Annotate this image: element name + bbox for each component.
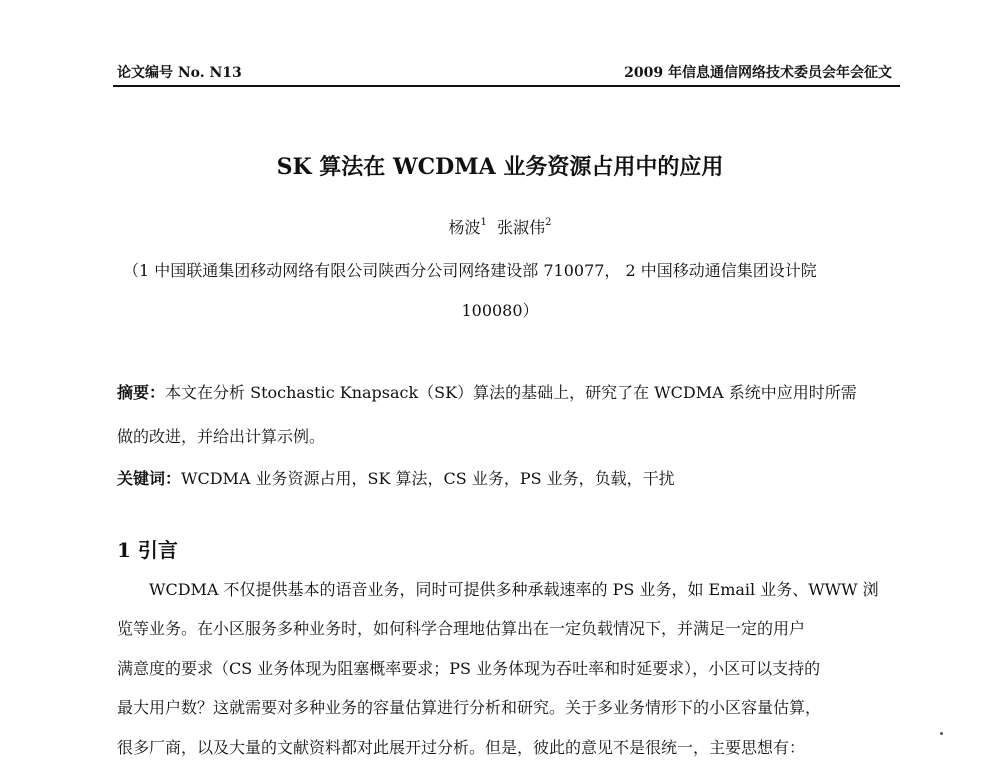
- scan-speck: [940, 732, 943, 735]
- body-line-5: 很多厂商，以及大量的文献资料都对此展开过分析。但是，彼此的意见不是很统一，主要思想有：: [117, 738, 806, 757]
- abstract-text-1: 本文在分析 Stochastic Knapsack（SK）算法的基础上，研究了在 WCDMA 系统中应用时所需: [165, 383, 857, 402]
- author-1-name: 杨波: [448, 218, 481, 237]
- abstract-label: 摘要：: [117, 383, 166, 402]
- author-2-mark: 2: [545, 217, 552, 228]
- keywords-text: WCDMA 业务资源占用，SK 算法，CS 业务，PS 业务，负载，干扰: [181, 469, 675, 488]
- keywords-label: 关键词：: [117, 469, 182, 488]
- author-line: [0, 215, 1000, 238]
- section-heading: 1 引言: [117, 538, 178, 562]
- paper-number: 论文编号 No. N13: [117, 65, 242, 81]
- body-line-4: 最大用户数？这就需要对多种业务的容量估算进行分析和研究。关于多业务情形下的小区容量估算，: [117, 698, 822, 717]
- header-rule: [113, 85, 900, 87]
- author-2-name: 张淑伟: [497, 218, 546, 237]
- affiliation-line-2: 100080）: [461, 301, 539, 320]
- abstract-line-2: 做的改进，并给出计算示例。: [117, 427, 326, 446]
- paper-title: SK 算法在 WCDMA 业务资源占用中的应用: [276, 154, 724, 180]
- affiliation-line-1: （1 中国联通集团移动网络有限公司陕西分公司网络建设部 710077， 2 中国移动通信集团设计院: [123, 261, 817, 280]
- keywords-line: [117, 466, 675, 489]
- abstract-line-1: [117, 380, 857, 403]
- body-line-2: 览等业务。在小区服务多种业务时，如何科学合理地估算出在一定负载情况下，并满足一定的用户: [117, 619, 806, 638]
- conference-name: 2009 年信息通信网络技术委员会年会征文: [624, 65, 892, 81]
- body-line-3: 满意度的要求（CS 业务体现为阻塞概率要求；PS 业务体现为吞吐率和时延要求），小区可以支持的: [117, 659, 821, 678]
- author-1-mark: 1: [480, 217, 487, 228]
- body-line-1: WCDMA 不仅提供基本的语音业务，同时可提供多种承载速率的 PS 业务，如 Email 业务、WWW 浏: [149, 580, 879, 599]
